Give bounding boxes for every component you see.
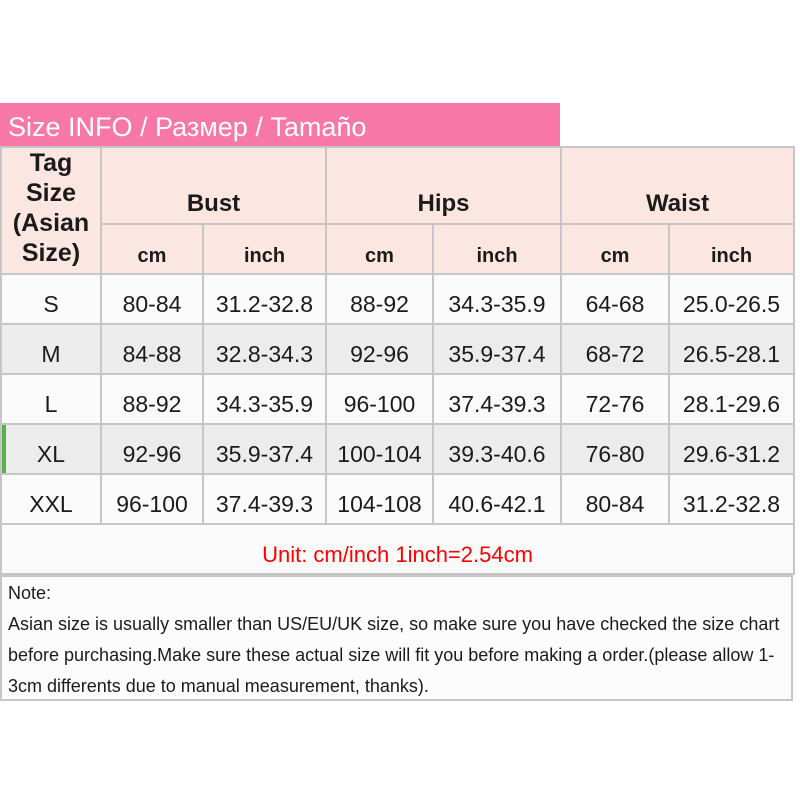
measurement-cell: 37.4-39.3 bbox=[433, 374, 561, 424]
unit-header-row bbox=[1, 224, 794, 274]
waist-cm-header: cm bbox=[561, 224, 669, 274]
size-info-banner bbox=[0, 103, 560, 146]
measurement-cell: 96-100 bbox=[326, 374, 433, 424]
table-row-m bbox=[1, 324, 794, 374]
measurement-cell: 37.4-39.3 bbox=[203, 474, 326, 524]
group-header-row bbox=[1, 147, 794, 224]
measurement-cell: 35.9-37.4 bbox=[203, 424, 326, 474]
measurement-cell: 76-80 bbox=[561, 424, 669, 474]
size-cell: XXL bbox=[1, 474, 101, 524]
measurement-cell: 31.2-32.8 bbox=[669, 474, 794, 524]
measurement-cell: 39.3-40.6 bbox=[433, 424, 561, 474]
measurement-cell: 64-68 bbox=[561, 274, 669, 324]
unit-note: Unit: cm/inch 1inch=2.54cm bbox=[1, 524, 794, 574]
measurement-cell: 26.5-28.1 bbox=[669, 324, 794, 374]
hips-header: Hips bbox=[326, 147, 561, 224]
table-row-s bbox=[1, 274, 794, 324]
size-cell: XL bbox=[1, 424, 101, 474]
measurement-cell: 28.1-29.6 bbox=[669, 374, 794, 424]
hips-cm-header: cm bbox=[326, 224, 433, 274]
measurement-cell: 80-84 bbox=[561, 474, 669, 524]
measurement-cell: 88-92 bbox=[326, 274, 433, 324]
measurement-cell: 80-84 bbox=[101, 274, 203, 324]
size-cell: M bbox=[1, 324, 101, 374]
measurement-cell: 34.3-35.9 bbox=[203, 374, 326, 424]
table-row-xxl bbox=[1, 474, 794, 524]
unit-note-row bbox=[1, 524, 794, 574]
measurement-cell: 96-100 bbox=[101, 474, 203, 524]
banner-title: Size INFO / Размер / Tamaño bbox=[8, 112, 367, 142]
table-row-l bbox=[1, 374, 794, 424]
note-body: Asian size is usually smaller than US/EU/UK size, so make sure you have checked the size chart before purchasing.Make sure these actual size will fit you before making a order.(please allow 1-3cm differents due to manual measurement, thanks). bbox=[8, 614, 780, 696]
hips-inch-header: inch bbox=[433, 224, 561, 274]
waist-inch-header: inch bbox=[669, 224, 794, 274]
measurement-cell: 100-104 bbox=[326, 424, 433, 474]
bust-header: Bust bbox=[101, 147, 326, 224]
note-heading: Note: bbox=[8, 583, 52, 603]
bust-cm-header: cm bbox=[101, 224, 203, 274]
measurement-cell: 88-92 bbox=[101, 374, 203, 424]
measurement-cell: 68-72 bbox=[561, 324, 669, 374]
measurement-cell: 84-88 bbox=[101, 324, 203, 374]
measurement-cell: 32.8-34.3 bbox=[203, 324, 326, 374]
measurement-cell: 92-96 bbox=[326, 324, 433, 374]
size-cell: S bbox=[1, 274, 101, 324]
note-box bbox=[0, 575, 793, 701]
table-row-xl bbox=[1, 424, 794, 474]
waist-header: Waist bbox=[561, 147, 794, 224]
measurement-cell: 29.6-31.2 bbox=[669, 424, 794, 474]
measurement-cell: 31.2-32.8 bbox=[203, 274, 326, 324]
measurement-cell: 104-108 bbox=[326, 474, 433, 524]
bust-inch-header: inch bbox=[203, 224, 326, 274]
measurement-cell: 92-96 bbox=[101, 424, 203, 474]
size-cell: L bbox=[1, 374, 101, 424]
measurement-cell: 25.0-26.5 bbox=[669, 274, 794, 324]
measurement-cell: 72-76 bbox=[561, 374, 669, 424]
measurement-cell: 35.9-37.4 bbox=[433, 324, 561, 374]
size-chart-table bbox=[0, 146, 795, 575]
measurement-cell: 40.6-42.1 bbox=[433, 474, 561, 524]
tag-size-header: Tag Size (Asian Size) bbox=[1, 147, 101, 274]
measurement-cell: 34.3-35.9 bbox=[433, 274, 561, 324]
